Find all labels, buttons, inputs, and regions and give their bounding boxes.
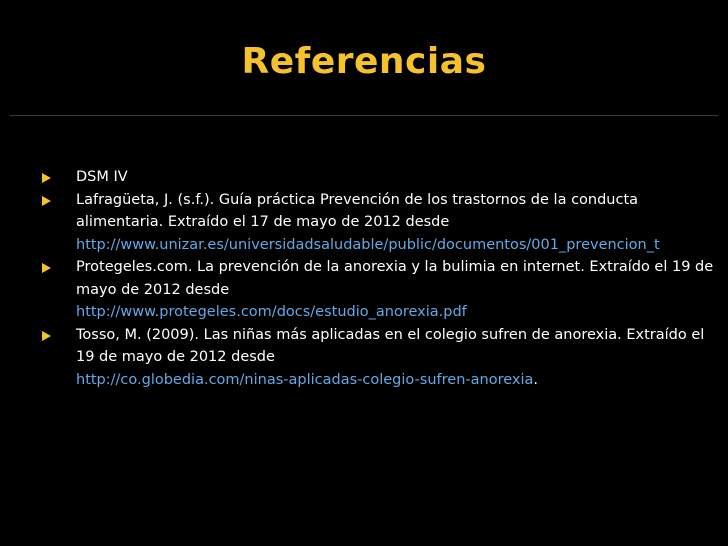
reference-item	[0, 256, 728, 324]
reference-text: Lafragüeta, J. (s.f.). Guía práctica Prevención de los trastornos de la conducta alimentaria. Extraído el 17 de mayo de 2012 desde	[76, 191, 639, 230]
reference-list-container	[0, 166, 728, 391]
reference-link[interactable]: http://co.globedia.com/ninas-aplicadas-colegio-sufren-anorexia	[76, 371, 534, 388]
reference-link[interactable]: http://www.protegeles.com/docs/estudio_anorexia.pdf	[76, 304, 467, 320]
reference-text: DSM IV	[76, 169, 128, 185]
reference-list	[0, 166, 728, 391]
reference-link[interactable]: http://www.unizar.es/universidadsaludable/public/documentos/001_prevencion_t	[76, 236, 660, 253]
title-bar	[0, 0, 728, 112]
reference-text: Protegeles.com. La prevención de la anorexia y la bulimia en internet. Extraído el 19 de mayo de 2012 desde	[76, 259, 714, 298]
triangle-bullet-icon	[42, 331, 51, 341]
reference-item	[0, 166, 728, 189]
reference-text: Tosso, M. (2009). Las niñas más aplicadas en el colegio sufren de anorexia. Extraído el 19 de mayo de 2012 desde	[76, 326, 705, 365]
slide-title: Referencias	[241, 41, 487, 82]
triangle-bullet-icon	[42, 173, 51, 183]
reference-item	[0, 324, 728, 392]
triangle-bullet-icon	[42, 263, 51, 273]
title-divider	[10, 115, 718, 116]
triangle-bullet-icon	[42, 196, 51, 206]
reference-item	[0, 189, 728, 257]
reference-trailing-period: .	[533, 371, 538, 388]
